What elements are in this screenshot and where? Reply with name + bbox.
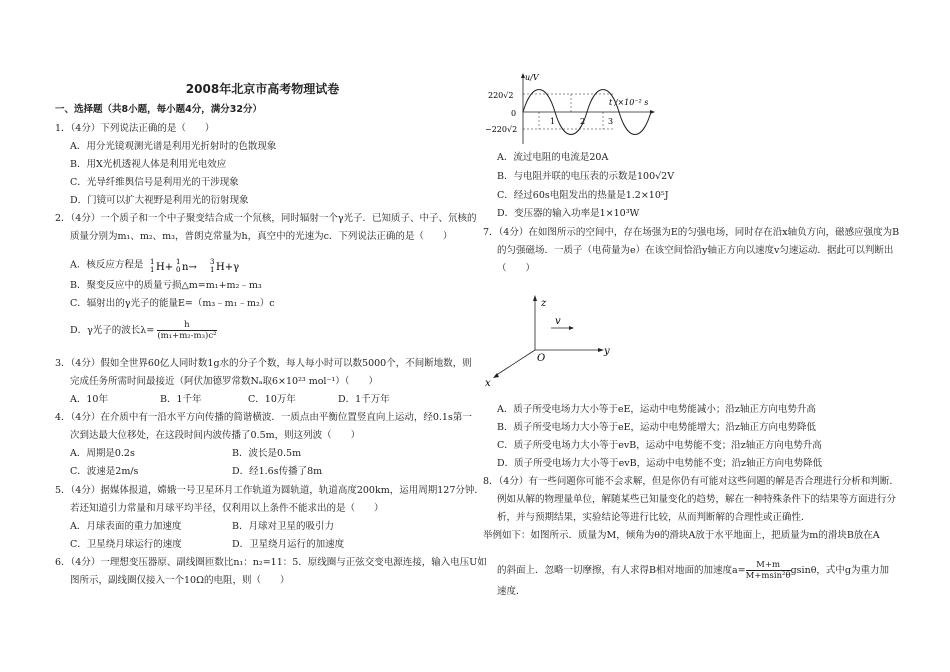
q6-option-c: C．经过60s电阻发出的热量是1.2×10⁵J [497, 190, 669, 201]
q2-stem-line2: 质量分别为m₁、m₂、m₃，普朗克常量为h，真空中的光速为c．下列说法正确的是（ ） [70, 231, 453, 242]
q6-stem-line1: 6．（4分）一理想变压器原、副线圈匝数比n₁：n₂=11：5．原线圈与正弦交变电源连接，输入电压U如 [55, 557, 487, 568]
q2-option-c: C．辐射出的γ光子的能量E=（m₃﹣m₁﹣m₂）c [70, 298, 275, 309]
q3-stem-line1: 3．（4分）假如全世界60亿人同时数1g水的分子个数，每人每小时可以数5000个，不间断地数，则 [55, 358, 472, 369]
q8-stem-line4: 举例如下：如图所示．质量为M，倾角为θ的滑块A放于水平地面上，把质量为m的滑块B放在A [483, 530, 880, 541]
q5-option-d: D．卫星绕月运行的加速度 [232, 539, 345, 550]
q8-frac-denominator: M+msin²θ [745, 571, 791, 581]
q2-option-a [70, 256, 266, 274]
axis-origin-label: O [537, 353, 546, 364]
q5-option-a: A．月球表面的重力加速度 [70, 521, 182, 532]
q8-stem-line1: 8．（4分）有一些问题你可能不会求解，但是你仍有可能对这些问题的解是否合理进行分析和判断． [483, 476, 899, 487]
q8-stem-line3: 析，并与预期结果，实验结论等进行比较，从而判断解的合理性或正确性． [497, 512, 811, 523]
q4-option-c: C．波速是2m/s [70, 466, 139, 477]
velocity-label: v [555, 316, 561, 327]
q8-acceleration-fraction [746, 560, 791, 581]
graph-ytop: 220√2 [488, 91, 514, 100]
q2-option-b: B．聚变反应中的质量亏损△m=m₁+m₂﹣m₃ [70, 280, 262, 291]
nuc-mass-n: 1 [176, 258, 181, 266]
axis-y-label: y [604, 346, 610, 357]
q2-option-d-prefix: D．γ光子的波长λ= [70, 325, 155, 336]
q5-stem-line1: 5．（4分）据媒体报道，嫦娥一号卫星环月工作轨道为圆轨道，轨道高度200km，运用周期127分钟． [55, 485, 484, 496]
q2-wavelength-fraction [157, 320, 216, 341]
axis-z-label: z [541, 298, 547, 309]
graph-tick-2: 2 [580, 117, 586, 126]
q5-option-c: C．卫星绕月球运行的速度 [70, 539, 182, 550]
q7-stem-line1: 7．（4分）在如图所示的空间中，存在场强为E的匀强电场，同时存在沿x轴负方向，磁感应强度为B [483, 227, 900, 238]
nuc-mass-d: 3 [210, 258, 215, 266]
q2-option-a-prefix: A．核反应方程是 [70, 259, 144, 271]
q4-option-a: A．周期是0.2s [70, 448, 135, 459]
q2-frac-denominator: (m₁+m₂-m₃)c² [157, 331, 217, 341]
q5-stem-line2: 若还知道引力常量和月球平均半径，仅利用以上条件不能求出的是（ ） [70, 503, 384, 514]
graph-tick-3: 3 [608, 117, 614, 126]
q7-option-b: B．质子所受电场力大小等于eE，运动中电势能增大；沿z轴正方向电势降低 [497, 422, 817, 433]
q7-option-d: D．质子所受电场力大小等于evB，运动中电势能不变；沿z轴正方向电势降低 [497, 458, 823, 469]
q7-stem-line2: 的匀强磁场．一质子（电荷量为e）在该空间恰沿y轴正方向以速度v匀速运动．据此可以判断出 [497, 245, 894, 256]
q8-line5-part-b: gsinθ，式中g为重力加 [790, 565, 889, 576]
q7-stem-line3: （ ） [497, 263, 536, 274]
q2-frac-numerator: h [157, 320, 216, 331]
q8-stem-line6: 速度． [497, 586, 526, 597]
q2-nuclear-equation [146, 256, 266, 274]
q3-option-d: D．1千万年 [338, 394, 390, 405]
q3-option-a: A．10年 [70, 394, 108, 405]
q1-option-d: D．门镜可以扩大视野是利用光的衍射现象 [70, 195, 249, 206]
q4-stem-line1: 4．（4分）在介质中有一沿水平方向传播的简谐横波．一质点由平衡位置竖直向上运动，经0.1s第一 [55, 412, 472, 423]
q7-option-a: A．质子所受电场力大小等于eE，运动中电势能减小；沿z轴正方向电势升高 [497, 404, 816, 415]
q1-stem: 1．（4分）下列说法正确的是（ ） [55, 123, 215, 134]
q7-axes-diagram [483, 290, 623, 390]
graph-ylabel: u/V [525, 73, 539, 82]
nuc-charge-n: 0 [176, 266, 181, 274]
nuc-charge-d: 1 [210, 266, 215, 274]
axis-x-label: x [485, 378, 491, 389]
q6-voltage-graph [483, 72, 663, 147]
nuc-n: n→ [182, 262, 198, 273]
graph-origin: 0 [511, 109, 517, 118]
axis-x-line [495, 350, 535, 376]
nuc-result: H+γ [216, 262, 240, 273]
q6-stem-line2: 图所示，副线圈仅接入一个10Ω的电阻，则（ ） [70, 575, 290, 586]
graph-xlabel: t /×10⁻² s [609, 98, 649, 107]
q2-stem-line1: 2．（4分）一个质子和一个中子聚变结合成一个氘核，同时辐射一个γ光子．已知质子、中子、氘核的 [55, 213, 477, 224]
q4-option-d: D．经1.6s传播了8m [232, 466, 323, 477]
q8-stem-line5 [497, 560, 889, 581]
q3-option-c: C．10万年 [248, 394, 296, 405]
section-heading: 一、选择题（共8小题，每小题4分，满分32分） [55, 104, 262, 115]
q2-option-d [70, 320, 217, 341]
nuc-mass-1: 1 [150, 258, 155, 266]
q1-option-b: B．用X光机透视人体是利用光电效应 [70, 159, 227, 170]
graph-tick-1: 1 [550, 117, 556, 126]
q1-option-a: A．用分光镜观测光谱是利用光折射时的色散现象 [70, 141, 277, 152]
q4-stem-line2: 次到达最大位移处，在这段时间内波传播了0.5m，则这列波（ ） [70, 430, 361, 441]
q8-frac-numerator: M+m [746, 560, 791, 571]
q7-option-c: C．质子所受电场力大小等于evB，运动中电势能不变；沿z轴正方向电势升高 [497, 440, 822, 451]
graph-ybottom: −220√2 [485, 125, 518, 134]
page-title: 2008年北京市高考物理试卷 [185, 82, 340, 96]
q1-option-c: C．光导纤维舆信号是利用光的干涉现象 [70, 177, 239, 188]
nuc-h: H+ [156, 262, 174, 273]
q3-stem-line2: 完成任务所需时间最接近（阿伏加德罗常数Nₐ取6×10²³ mol⁻¹）（ ） [70, 376, 379, 387]
q6-option-d: D．变压器的输入功率是1×10³W [497, 208, 640, 219]
q3-option-b: B．1千年 [160, 394, 202, 405]
q4-option-b: B．波长是0.5m [232, 448, 302, 459]
q5-option-b: B．月球对卫星的吸引力 [232, 521, 334, 532]
nuc-charge-1: 1 [150, 266, 155, 274]
velocity-arrow-head [569, 326, 574, 330]
q6-option-a: A．流过电阻的电流是20A [497, 152, 609, 163]
q6-option-b: B．与电阻并联的电压表的示数是100√2V [497, 171, 675, 182]
q8-line5-part-a: 的斜面上．忽略一切摩擦，有人求得B相对地面的加速度a= [497, 565, 746, 576]
axis-z-arrow [533, 295, 537, 301]
q8-stem-line2: 例如从解的物理量单位，解随某些已知量变化的趋势，解在一种特殊条件下的结果等方面进行分 [497, 494, 897, 505]
